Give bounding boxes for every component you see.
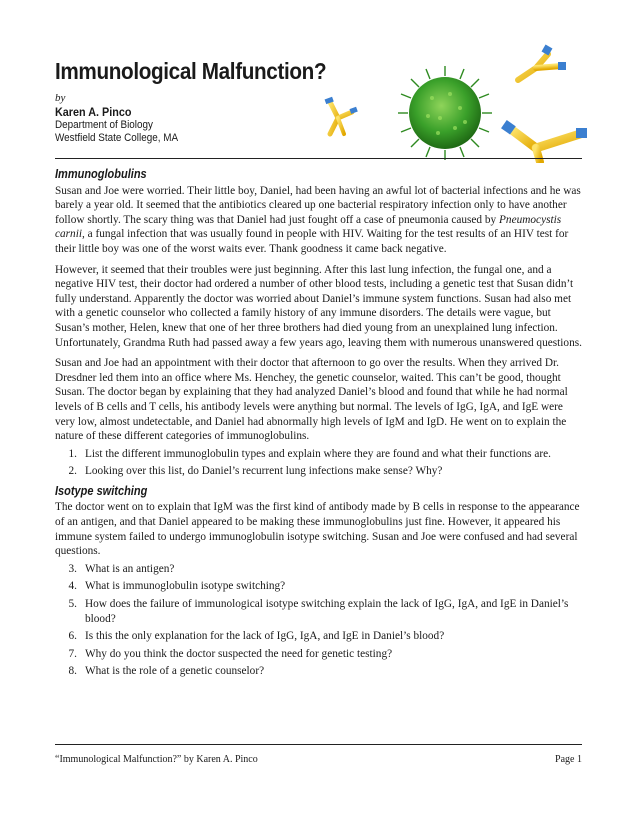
question-item: 1. List the different immunoglobulin types and explain where they are found and what their functions are. xyxy=(68,447,551,460)
question-item: 7. Why do you think the doctor suspected the need for genetic testing? xyxy=(68,647,393,660)
question-item: 2. Looking over this list, do Daniel’s recurrent lung infections make sense? Why? xyxy=(68,465,443,478)
antibody-top-icon xyxy=(518,45,566,80)
paragraph: Susan and Joe had an appointment with their doctor that afternoon to go over the results. When they arrived Dr. Dresdner led them into an office where Ms. Henchey, the genetic counselor, waited. This can’t be good, thought Susan. The doctor began by explaining that they had analyzed Daniel’s blood and found that while he had normal levels of B cells and T cells, his antibody levels were anything but normal. The levels of IgG, IgA, and IgE were very low, almost undetectable, and Daniel had abnormally high levels of IgM and IgD. He went on to explain the nature of these different categories of immunoglobulins. xyxy=(55,357,568,443)
paragraph: The doctor went on to explain that IgM was the first kind of antibody made by B cells in response to the appearance of an antigen, and that Daniel appeared to be making these immunoglobulins just fine. However, it appeared his immune system failed to undergo immunoglobulin isotype switching. Susan and Joe were confused and had several questions. xyxy=(55,501,580,558)
byline-by: by xyxy=(55,92,66,104)
question-item: 5. How does the failure of immunological isotype switching explain the lack of IgG, IgA, and IgE in Daniel’s blood? xyxy=(68,598,569,625)
paragraph: However, it seemed that their troubles were just beginning. After this last lung infection, the fungal one, and a negative HIV test, their doctor had ordered a number of other blood tests, including a genetic test that Susan didn’t fully understand. Apparently the doctor was worried about Daniel’s immune system functions. Susan had also met with a genetic counselor who collected a family history of any immune disorders. The details were vague, but Susan’s mother, Helen, knew that one of her three brothers had died young from an unexplained lung infection. Unfortunately, Grandma Ruth had passed away a few years ago, leaving them with numerous unanswered questions. xyxy=(55,263,582,349)
footer-divider xyxy=(55,744,582,745)
header-divider xyxy=(55,158,582,159)
section-heading-isotype-switching: Isotype switching xyxy=(55,483,148,498)
question-list xyxy=(55,562,585,679)
question-list xyxy=(55,447,585,479)
question-item: 8. What is the role of a genetic counselor? xyxy=(68,665,265,678)
section-heading-immunoglobulins: Immunoglobulins xyxy=(55,167,147,181)
italic-term: Pneumocystis carnii, xyxy=(55,213,562,241)
page-number: Page 1 xyxy=(555,754,582,765)
paragraph: Susan and Joe were worried. Their little boy, Daniel, had been having an awful lot of bacterial infections and he was barely a year old. It seemed that the antibiotics cleared up one bacterial respiratory infection only to have another follow shortly. The scary thing was that Daniel had just fought off a case of pneumonia caused by Pneumocystis carnii, a fungal infection that was usually found in people with HIV. Waiting for the test results of an HIV test for their little boy was one of the worst waits ever. Thank goodness it came back negative. xyxy=(55,184,581,255)
document-body xyxy=(55,167,585,684)
antibody-virus-illustration xyxy=(290,38,590,163)
antibody-small-icon xyxy=(325,97,358,134)
author-department: Department of Biology xyxy=(55,119,153,131)
question-item: 4. What is immunoglobulin isotype switching? xyxy=(68,580,286,593)
question-item: 6. Is this the only explanation for the lack of IgG, IgA, and IgE in Daniel’s blood? xyxy=(68,630,445,643)
author-name: Karen A. Pinco xyxy=(55,105,132,119)
virus-icon xyxy=(398,66,492,160)
antibody-large-icon xyxy=(501,120,587,162)
author-college: Westfield State College, MA xyxy=(55,132,179,144)
page-title: Immunological Malfunction? xyxy=(55,58,327,84)
question-item: 3. What is an antigen? xyxy=(68,562,175,575)
footer-citation: “Immunological Malfunction?” by Karen A. Pinco xyxy=(55,754,258,765)
